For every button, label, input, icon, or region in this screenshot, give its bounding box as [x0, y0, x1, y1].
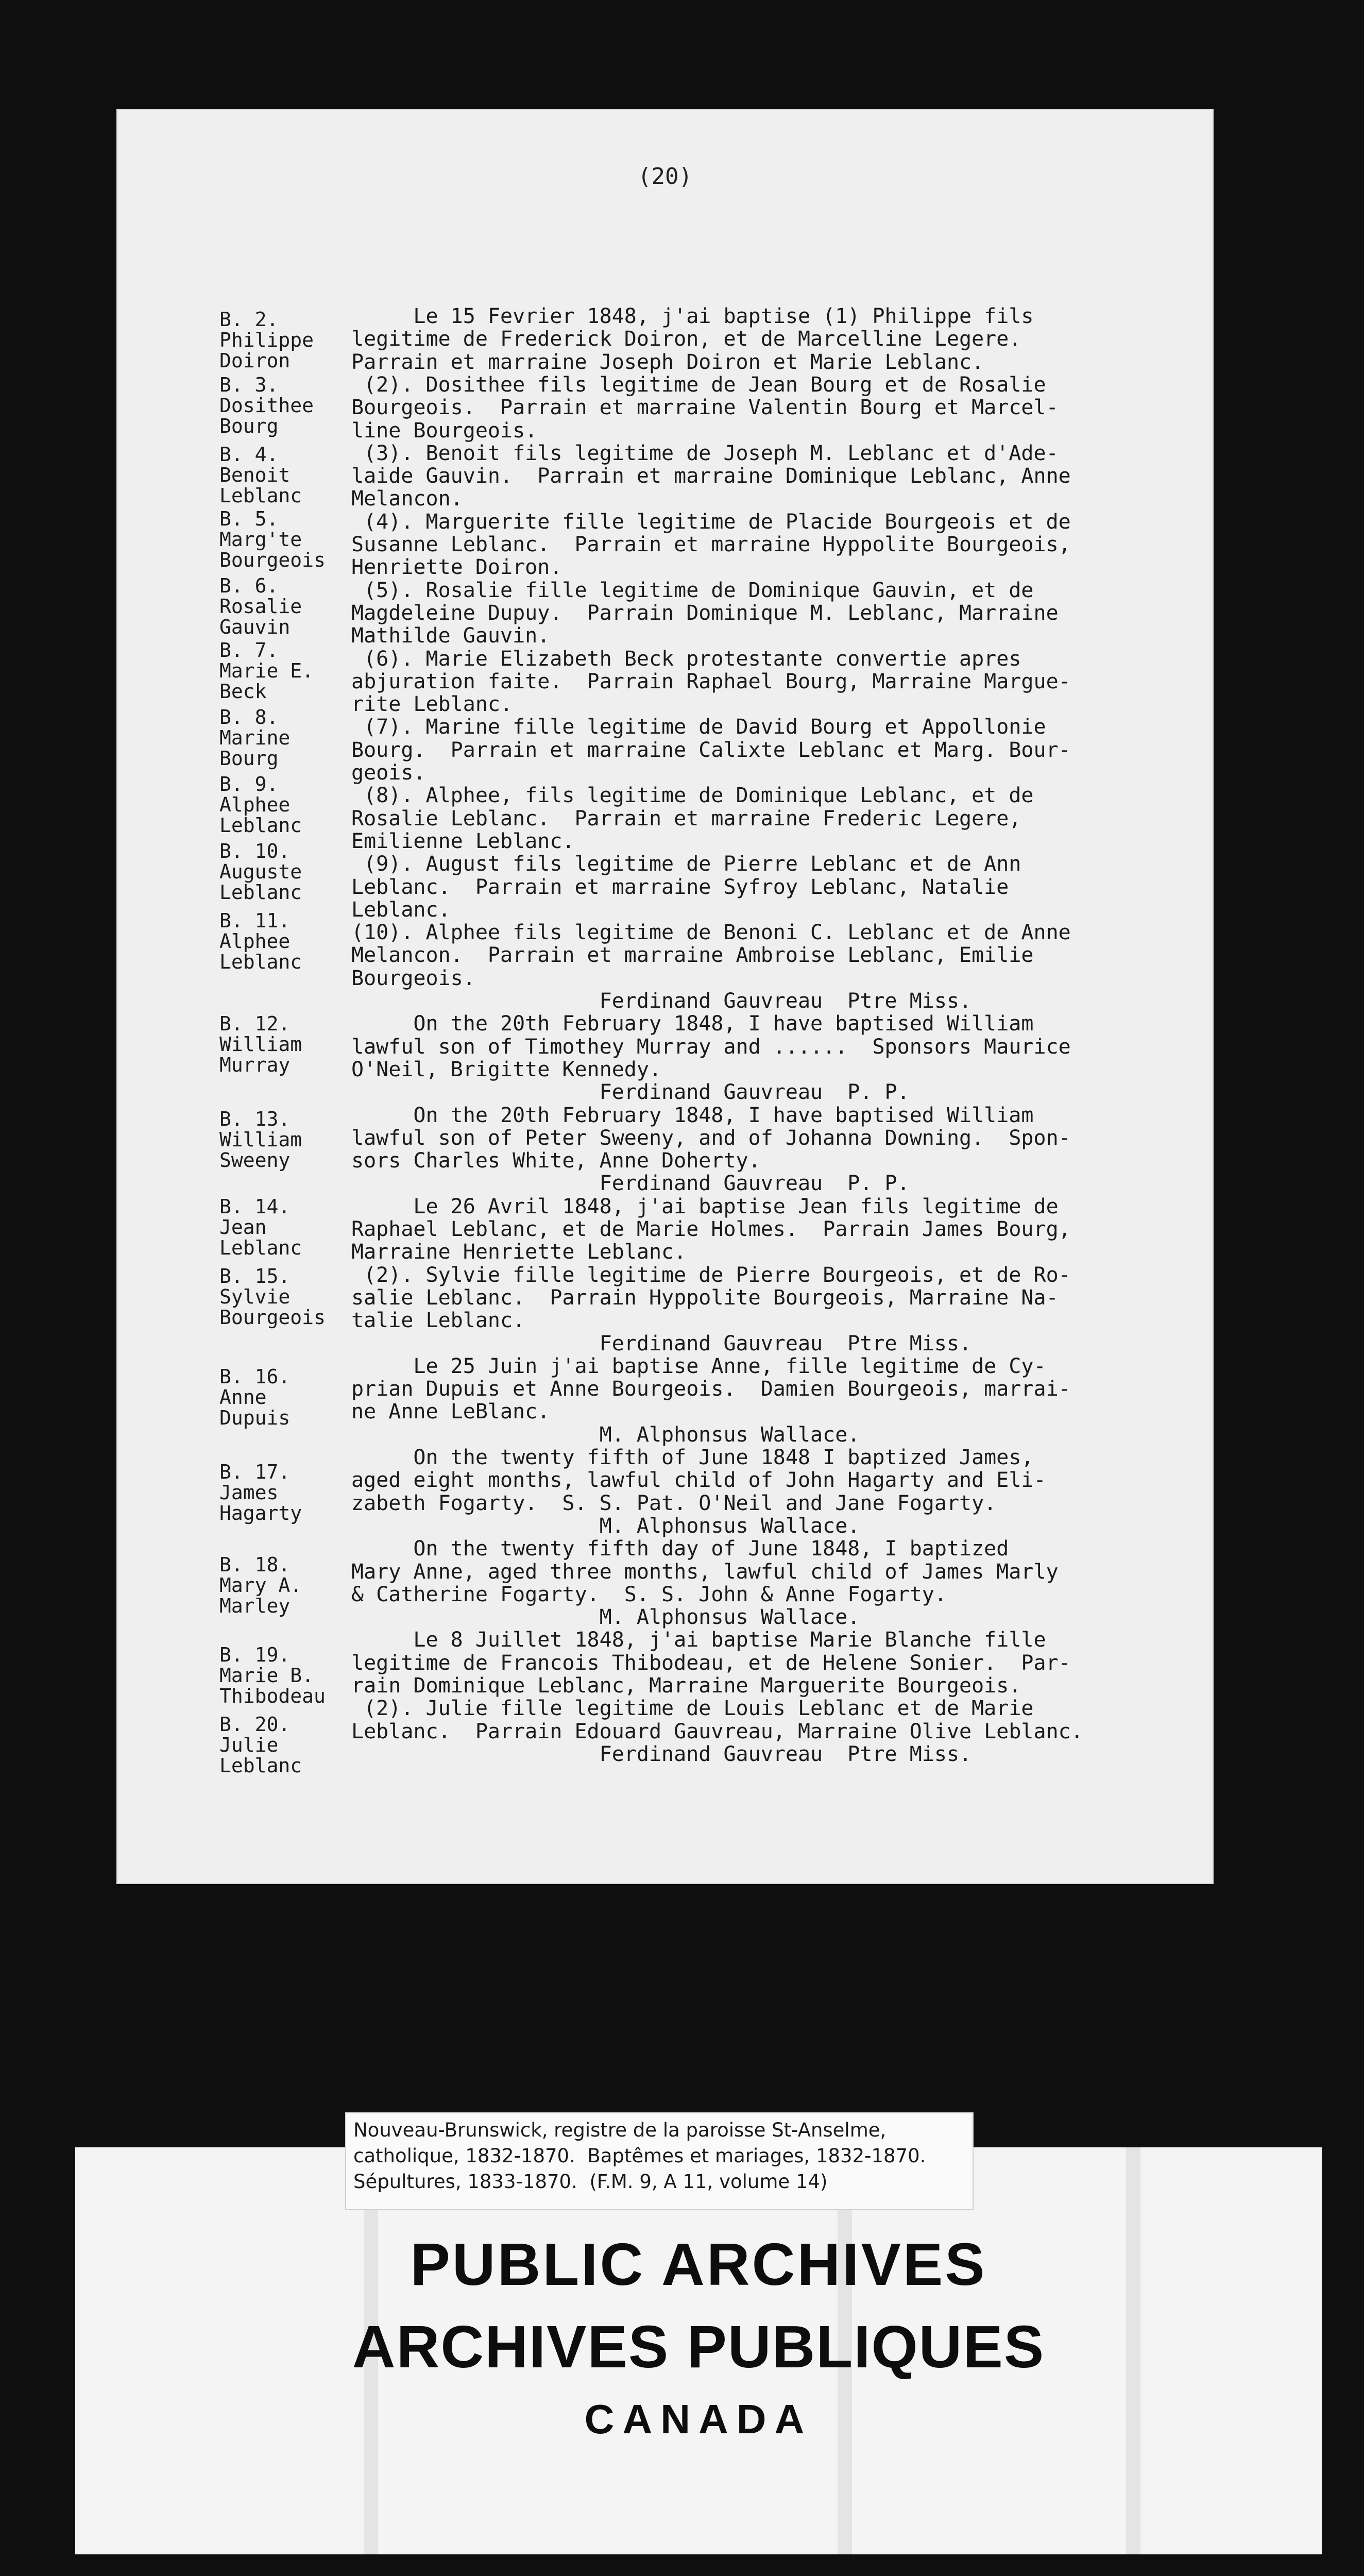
entry-line: Leblanc. Parrain Edouard Gauvreau, Marraine Olive Leblanc.: [351, 1720, 1083, 1743]
entry-line: Le 26 Avril 1848, j'ai baptise Jean fils legitime de: [351, 1195, 1059, 1218]
register-page: [116, 109, 1214, 1884]
archive-country: CANADA: [584, 2396, 813, 2442]
entry-line: Ferdinand Gauvreau Ptre Miss.: [351, 989, 972, 1013]
entry-line: Leblanc. Parrain et marraine Syfroy Leblanc, Natalie: [351, 875, 1009, 899]
entry-line: Bourgeois. Parrain et marraine Valentin Bourg et Marcel-: [351, 396, 1059, 419]
entry-line: sors Charles White, Anne Doherty.: [351, 1149, 761, 1173]
entry-line: Susanne Leblanc. Parrain et marraine Hyppolite Bourgeois,: [351, 533, 1071, 556]
entry-line: On the twenty fifth day of June 1848, I baptized: [351, 1537, 1009, 1561]
entry-line: (5). Rosalie fille legitime de Dominique Gauvin, et de: [351, 579, 1034, 602]
entry-line: ne Anne LeBlanc.: [351, 1400, 550, 1423]
entry-line: O'Neil, Brigitte Kennedy.: [351, 1058, 662, 1081]
entry-line: (2). Dosithee fils legitime de Jean Bourg et de Rosalie: [351, 373, 1046, 397]
margin-label: B. 6. Rosalie Gauvin: [219, 574, 302, 638]
entry-line: (3). Benoit fils legitime de Joseph M. Leblanc et d'Ade-: [351, 442, 1059, 465]
margin-label: B. 13. William Sweeny: [219, 1108, 302, 1172]
entry-line: aged eight months, lawful child of John Hagarty and Eli-: [351, 1468, 1046, 1492]
margin-label: B. 9. Alphee Leblanc: [219, 773, 302, 837]
archive-title-english: PUBLIC ARCHIVES: [410, 2231, 987, 2298]
entry-line: Mathilde Gauvin.: [351, 624, 550, 648]
margin-label: B. 12. William Murray: [219, 1012, 302, 1076]
margin-label: B. 15. Sylvie Bourgeois: [219, 1265, 326, 1329]
entry-line: Le 25 Juin j'ai baptise Anne, fille legitime de Cy-: [351, 1354, 1046, 1378]
archive-title-french: ARCHIVES PUBLIQUES: [352, 2313, 1045, 2380]
entry-line: zabeth Fogarty. S. S. Pat. O'Neil and Jane Fogarty.: [351, 1492, 997, 1515]
entry-line: Raphael Leblanc, et de Marie Holmes. Parrain James Bourg,: [351, 1217, 1071, 1241]
entry-line: legitime de Francois Thibodeau, et de Helene Sonier. Par-: [351, 1651, 1071, 1675]
entry-line: (8). Alphee, fils legitime de Dominique Leblanc, et de: [351, 784, 1034, 807]
entry-line: Bourgeois.: [351, 967, 475, 990]
margin-label: B. 2. Philippe Doiron: [219, 308, 314, 372]
entry-line: Melancon. Parrain et marraine Ambroise Leblanc, Emilie: [351, 943, 1034, 967]
entry-line: Ferdinand Gauvreau P. P.: [351, 1172, 910, 1195]
entry-line: Henriette Doiron.: [351, 555, 562, 579]
entry-line: Parrain et marraine Joseph Doiron et Marie Leblanc.: [351, 350, 984, 374]
margin-label: B. 8. Marine Bourg: [219, 706, 291, 770]
entry-line: Le 8 Juillet 1848, j'ai baptise Marie Blanche fille: [351, 1628, 1046, 1652]
entry-line: (9). August fils legitime de Pierre Leblanc et de Ann: [351, 852, 1021, 876]
entry-line: line Bourgeois.: [351, 419, 538, 443]
entry-line: Melancon.: [351, 487, 463, 511]
entry-line: Marraine Henriette Leblanc.: [351, 1240, 687, 1264]
entry-line: laide Gauvin. Parrain et marraine Dominique Leblanc, Anne: [351, 464, 1071, 488]
entry-line: rite Leblanc.: [351, 692, 513, 716]
entry-line: (2). Julie fille legitime de Louis Leblanc et de Marie: [351, 1697, 1034, 1720]
entry-line: (2). Sylvie fille legitime de Pierre Bourgeois, et de Ro-: [351, 1263, 1071, 1287]
margin-label: B. 5. Marg'te Bourgeois: [219, 507, 326, 571]
entry-line: lawful son of Timothey Murray and ...... Sponsors Maurice: [351, 1035, 1071, 1059]
margin-label: B. 11. Alphee Leblanc: [219, 909, 302, 973]
entry-line: Mary Anne, aged three months, lawful child of James Marly: [351, 1560, 1059, 1584]
entry-line: lawful son of Peter Sweeny, and of Johanna Downing. Spon-: [351, 1126, 1071, 1150]
entry-line: (6). Marie Elizabeth Beck protestante convertie apres: [351, 647, 1021, 671]
entry-line: Leblanc.: [351, 898, 451, 922]
collection-note: Nouveau-Brunswick, registre de la paroisse St-Anselme, catholique, 1832-1870. Baptêmes et mariages, 1832-1870. Sépultures, 1833-1870. (F.M. 9, A 11, volume 14): [345, 2112, 974, 2210]
margin-label: B. 20. Julie Leblanc: [219, 1713, 302, 1777]
entry-line: On the twenty fifth of June 1848 I baptized James,: [351, 1446, 1034, 1469]
entry-line: M. Alphonsus Wallace.: [351, 1514, 860, 1538]
entry-line: On the 20th February 1848, I have baptised William: [351, 1012, 1034, 1036]
entry-line: Emilienne Leblanc.: [351, 829, 575, 853]
entry-line: salie Leblanc. Parrain Hyppolite Bourgeois, Marraine Na-: [351, 1286, 1059, 1310]
margin-label: B. 7. Marie E. Beck: [219, 639, 314, 703]
entry-line: On the 20th February 1848, I have baptised William: [351, 1104, 1034, 1127]
entry-line: Ferdinand Gauvreau Ptre Miss.: [351, 1332, 972, 1355]
margin-label: B. 17. James Hagarty: [219, 1461, 302, 1524]
entry-line: rain Dominique Leblanc, Marraine Marguerite Bourgeois.: [351, 1674, 1021, 1698]
entry-line: Bourg. Parrain et marraine Calixte Leblanc et Marg. Bour-: [351, 738, 1071, 762]
entry-line: legitime de Frederick Doiron, et de Marcelline Legere.: [351, 327, 1021, 351]
entry-line: Magdeleine Dupuy. Parrain Dominique M. Leblanc, Marraine: [351, 601, 1059, 625]
entry-line: Ferdinand Gauvreau Ptre Miss.: [351, 1742, 972, 1766]
entry-line: abjuration faite. Parrain Raphael Bourg, Marraine Margue-: [351, 670, 1071, 693]
margin-label: B. 3. Dosithee Bourg: [219, 374, 314, 437]
margin-label: B. 19. Marie B. Thibodeau: [219, 1643, 326, 1707]
entry-line: M. Alphonsus Wallace.: [351, 1423, 860, 1447]
entry-line: geois.: [351, 761, 426, 785]
entry-line: (7). Marine fille legitime de David Bourg et Appollonie: [351, 715, 1046, 739]
margin-label: B. 10. Auguste Leblanc: [219, 840, 302, 904]
margin-label: B. 16. Anne Dupuis: [219, 1365, 291, 1429]
entry-line: Ferdinand Gauvreau P. P.: [351, 1080, 910, 1104]
entry-line: prian Dupuis et Anne Bourgeois. Damien Bourgeois, marrai-: [351, 1377, 1071, 1401]
page-number: (20): [638, 163, 692, 190]
entry-line: Rosalie Leblanc. Parrain et marraine Frederic Legere,: [351, 807, 1021, 831]
margin-label: B. 4. Benoit Leblanc: [219, 443, 302, 507]
margin-label: B. 18. Mary A. Marley: [219, 1553, 302, 1617]
entry-line: (10). Alphee fils legitime de Benoni C. Leblanc et de Anne: [351, 921, 1071, 944]
entry-line: & Catherine Fogarty. S. S. John & Anne Fogarty.: [351, 1583, 947, 1606]
entry-line: Le 15 Fevrier 1848, j'ai baptise (1) Philippe fils: [351, 304, 1034, 328]
entry-line: (4). Marguerite fille legitime de Placide Bourgeois et de: [351, 510, 1071, 534]
entry-line: talie Leblanc.: [351, 1309, 525, 1332]
entry-line: M. Alphonsus Wallace.: [351, 1605, 860, 1629]
margin-label: B. 14. Jean Leblanc: [219, 1195, 302, 1259]
